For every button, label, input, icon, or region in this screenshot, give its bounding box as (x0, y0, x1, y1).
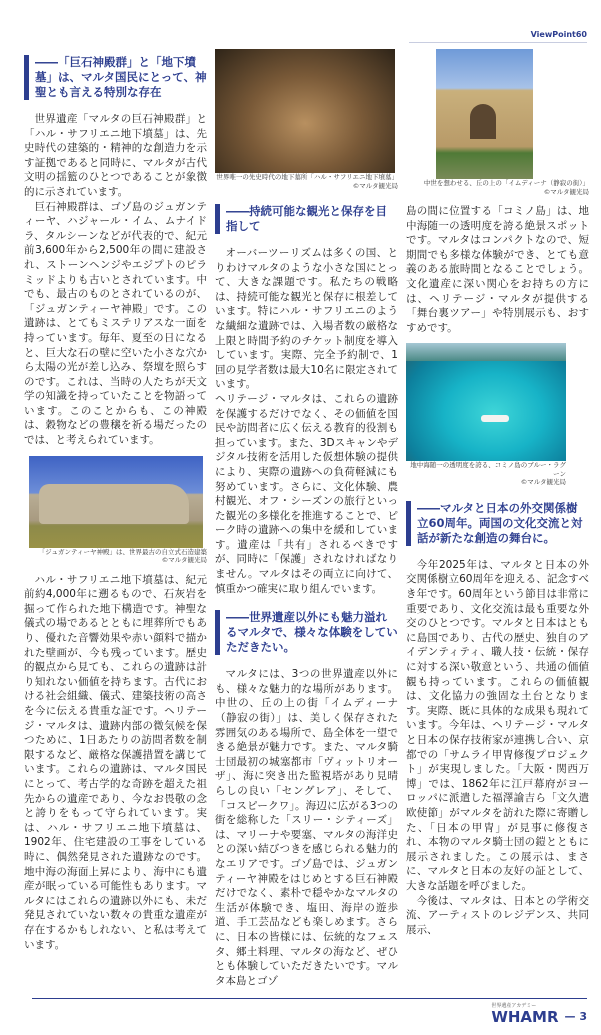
caption-text: 「ジュガンティーヤ神殿」は、世界最古の自立式石造建築 (38, 547, 207, 556)
article-columns (0, 43, 601, 988)
heading-beyond-heritage: ――世界遺産以外にも魅力溢れるマルタで、様々な体験をしていただきたい。 (215, 610, 398, 655)
whamr-logo: WHAMR (491, 1008, 559, 1027)
paragraph: ヘリテージ・マルタは、これらの遺跡を保護するだけでなく、その価値を国民や訪問者に広く伝える教育的役割も担っています。また、3Dスキャンやデジタル技術を活用した仮想体験の提供により、実際の遺跡への負荷軽減にも努めています。さらに、文化体験、農村観光、オフ・シーズンの旅行といった観光の多様化を推進することで、ピーク時の遺跡への集中を緩和しています。遺産は「共有」されるべきですが、同時に「保護」されなければなりません。マルタはその両立に向けて、慎重かつ確実に取り組んでいます。 (215, 392, 398, 595)
whamr-logo-block (491, 1003, 558, 1025)
page-number: — 3 (564, 1010, 587, 1024)
photo-caption (406, 461, 566, 487)
photo-credit: ©マルタ観光局 (520, 478, 566, 487)
photo-caption (406, 179, 589, 196)
hypogeum-photo (215, 49, 395, 173)
column-3 (406, 49, 589, 937)
mdina-gate-photo (436, 49, 533, 179)
col2-body-a (215, 246, 398, 596)
page-footer (32, 998, 587, 1025)
caption-text: 世界唯一の先史時代の地下墓所「ハル・サフリエニ地下墳墓」 (216, 173, 398, 181)
paragraph: マルタには、3つの世界遺産以外にも、様々な魅力的な場所があります。中世の、丘の上の街「イムディーナ（静寂の街）」は、美しく保存された雰囲気のある場所で、島全体を一望できる絶景が魅力です。また、マルタ騎士団最初の城塞都市「ヴィットリオーザ」、海に突き出た監視塔があり見晴らしの良い「セングレア」、そして、「コスピークワ」。海辺に広がる3つの街を総称した「スリー・シティーズ」は、マリーナや要塞、マルタの海洋史との深い結びつきを感じられる魅力的なエリアです。ゴゾ島では、ジュガンティーヤ神殿をはじめとする巨石神殿だけでなく、素朴で穏やかなマルタの生活が体験でき、塩田、海岸の遊歩道、手工芸品なども楽しめます。さらに、日本の皆様には、伝統的なフェスタ、郷土料理、マルタの海など、ぜひとも体験していただきたいです。マルタ本島とゴゾ (215, 668, 398, 987)
photo-credit: ©マルタ観光局 (543, 187, 589, 196)
paragraph: 巨石神殿群は、ゴゾ島のジュガンティーヤ、ハジャール・イム、ムナイドラ、タルシーンなどが代表的で、紀元前3,600年から2,500年の間に建設され、ストーンヘンジやエジプトのピラミッドよりも古いとされています。中でも、最古のものとされているのが、「ジュガンティーヤ神殿」です。この遺跡は、とてもミステリアスな一面を持っています。毎年、夏至の日になると、巨大な石の壁に空いた小さな穴から太陽の光が差し込み、祭壇を照らすのです。これは、当時の人たちが天文学の知識を持っていたことを物語っています。このことからも、この神殿は、穀物などの豊穣を祈る場だったのでは、と考えられています。 (24, 200, 207, 447)
col3-body-a (406, 204, 589, 335)
ggantija-temple-photo (29, 456, 203, 548)
blue-lagoon-photo (406, 343, 566, 461)
photo-credit: ©マルタ観光局 (352, 181, 398, 190)
section-label: ViewPoint60 (409, 30, 587, 43)
column-1 (24, 49, 207, 952)
heading-sustainable-tourism: ――持続可能な観光と保存を目指して (215, 204, 398, 234)
heading-malta-japan-60th: ――マルタと日本の外交関係樹立60周年。両国の文化交流と対話が新たな創造の舞台に。 (406, 501, 589, 546)
photo-credit: ©マルタ観光局 (161, 556, 207, 565)
heading-megalithic: ――「巨石神殿群」と「地下墳墓」は、マルタ国民にとって、神聖とも言える特別な存在 (24, 55, 207, 100)
col2-body-b (215, 667, 398, 988)
col3-body-b (406, 558, 589, 937)
paragraph: 島の間に位置する「コミノ島」は、地中海随一の透明度を誇る絶景スポットです。マルタはコンパクトなので、短期間でも多様な体験ができ、とても意義のある旅時間となることでしょう。文化遺産に深い関心をお持ちの方には、ヘリテージ・マルタが提供する「舞台裏ツアー」や特別展示も、おすすめです。 (406, 205, 589, 334)
paragraph: 世界遺産「マルタの巨石神殿群」と「ハル・サフリエニ地下墳墓」は、先史時代の建築的・精神的な創造力を示す証拠であると同時に、マルタが古代文明の揺籃のひとつであることが象徴的に示されています。 (24, 113, 207, 198)
col1-body-a (24, 112, 207, 448)
column-2 (215, 49, 398, 988)
magazine-tagline: 世界遺産アカデミー (491, 1003, 537, 1010)
caption-text: 中世を想わせる、丘の上の「イムディーナ（静寂の街）」 (423, 179, 589, 187)
col1-body-b (24, 573, 207, 952)
paragraph: 今後は、マルタは、日本との学術交流、アーティストのレジデンス、共同展示、 (406, 894, 589, 936)
photo-caption (24, 548, 207, 565)
page-header (0, 0, 601, 43)
photo-caption (215, 173, 398, 190)
paragraph: オーバーツーリズムは多くの国、とりわけマルタのような小さな国にとって、大きな課題です。私たちの戦略は、持続可能な観光と保存に根差しています。特にハル・サフリエニのような繊細な遺跡では、入場者数の厳格な上限と時間予約のチケット制度を導入しています。実際、完全予約制で、1回の見学者数は最大10名に限定されています。 (215, 247, 398, 391)
caption-text: 地中海随一の透明度を誇る、コミノ島のブルー・ラグーン (410, 461, 566, 478)
paragraph: ハル・サフリエニ地下墳墓は、紀元前約4,000年に遡るもので、石灰岩を掘って作られた地下構造です。神聖な儀式の場であるとともに埋葬所でもあり、優れた音響効果や赤い顔料で描かれた壁画が、今も残っています。歴史的観点から見ても、これらの遺跡は計り知れない価値を持ちます。古代における社会組織、儀式、建築技術の高さを今に伝える貴重な証です。ヘリテージ・マルタは、遺跡内部の微気候を保つために、1日あたりの訪問者数を制限するなど、厳格な保護措置を講じています。これらの遺跡は、マルタ国民にとって、考古学的な奇跡を超えた祖先からの遺産であり、今なお畏敬の念と誇りをもって守られています。実は、ハル・サフリエニ地下墳墓は、1902年、住宅建設の工事をしている時に、偶然発見された遺跡なのです。地中海の海面上昇により、海中にも遺産が眠っている可能性もあります。マルタにはこれらの遺跡以外にも、未だ発見されていない数々の貴重な遺産が存在するかもしれない、と私は考えています。 (24, 573, 207, 951)
paragraph: 今年2025年は、マルタと日本の外交関係樹立60周年を迎える、記念すべき年です。60周年という節目は非常に重要であり、文化交流は最も重要な外交のひとつです。マルタと日本はともに島国であり、古代の歴史、独自のアイデンティティ、職人技・伝統・保存に対する深い敬意という、共通の価値観も持っています。これらの価値観は、文化協力の強固な土台となります。実際、既に具体的な成果も現れています。今年は、ヘリテージ・マルタと日本の保存技術家が連携し合い、京都での「サムライ甲冑修復プロジェクト」が実現しました。「大阪・関西万博」では、1862年に江戸幕府がヨーロッパに派遣した福澤諭吉ら「文久遣欧使節」がマルタを訪れた際に寄贈した、「日本の甲冑」が見事に修復され、本物のマルタ騎士団の鎧とともに展示されました。この展示は、まさに、マルタと日本の友好の証として、大きな話題を呼びました。 (406, 558, 589, 892)
